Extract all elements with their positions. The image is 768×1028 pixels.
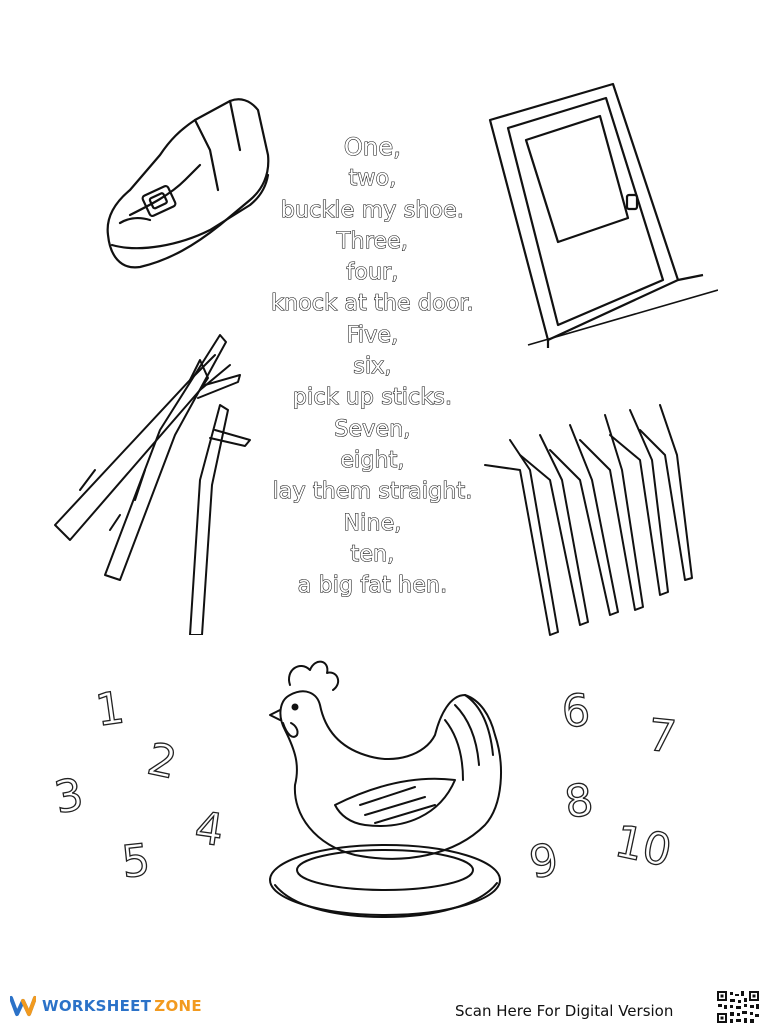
poem-line: Three, [336,228,409,254]
number-3: 3 [50,768,88,825]
number-1: 1 [92,682,128,737]
nursery-rhyme [230,132,515,601]
footer [0,990,768,1024]
logo-text [42,997,202,1015]
poem-line: Nine, [343,510,402,536]
hen-on-nest-icon [265,655,505,920]
number-9: 9 [525,833,563,890]
poem-line: buckle my shoe. [280,197,465,223]
number-10: 10 [610,815,676,878]
poem-line: a big fat hen. [297,573,448,599]
poem-line: eight, [340,447,405,473]
scan-text: Scan Here For Digital Version [455,1002,674,1020]
poem-line: pick up sticks. [292,385,453,411]
poem-line: lay them straight. [272,479,473,505]
poem-line: six, [353,354,392,380]
poem-line: Seven, [334,416,411,442]
poem-line: four, [346,260,399,286]
door-illustration [488,80,718,350]
number-4: 4 [191,802,227,857]
number-8: 8 [561,774,597,829]
qr-code-icon [716,990,760,1024]
logo-worksheet: WORKSHEET [42,997,152,1015]
number-7: 7 [645,709,679,764]
number-6: 6 [559,684,593,739]
hen-illustration [265,655,505,920]
poem-line: two, [348,166,397,192]
logo-zone: ZONE [154,997,202,1015]
number-2: 2 [143,733,182,790]
poem-line: ten, [350,541,395,567]
crossed-sticks-illustration [50,330,260,635]
door-icon [488,80,718,350]
poem-line: knock at the door. [271,291,474,317]
number-5: 5 [119,834,153,889]
logo-w-icon [10,995,36,1017]
crossed-sticks-icon [50,330,260,635]
qr-code[interactable] [716,990,760,1028]
worksheetzone-logo[interactable] [10,995,202,1017]
poem-line: Five, [346,322,399,348]
poem-line: One, [343,133,402,161]
